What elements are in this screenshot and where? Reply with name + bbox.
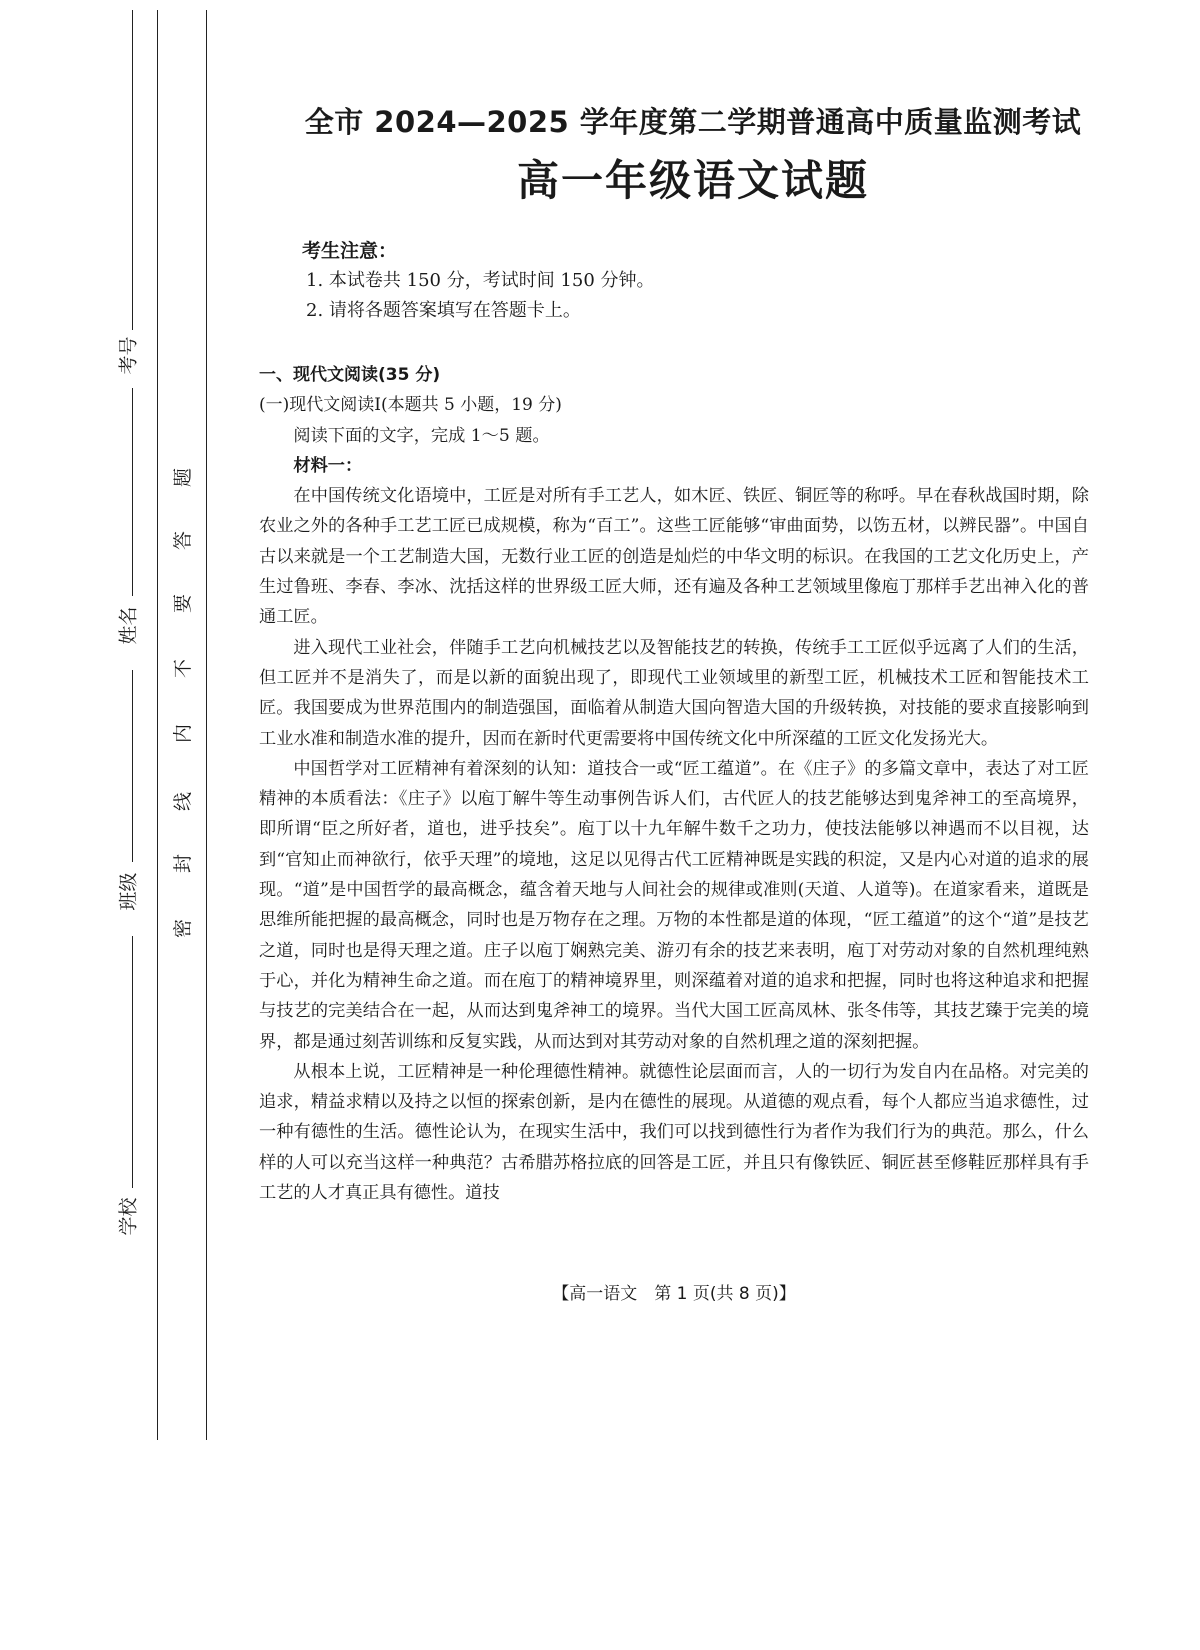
- seal-char: 答: [172, 530, 195, 551]
- class-line: [132, 670, 133, 862]
- exam-number-label: 考号: [117, 336, 140, 375]
- notice-item: 1. 本试卷共 150 分，考试时间 150 分钟。: [306, 270, 655, 291]
- notice-item: 2. 请将各题答案填写在答题卡上。: [306, 300, 581, 321]
- binding-margin: [0, 0, 210, 1650]
- reading-section: [259, 360, 1089, 1208]
- exam-number-line: [132, 10, 133, 330]
- name-line: [132, 388, 133, 596]
- exam-title: 全市 2024—2025 学年度第二学期普通高中质量监测考试: [304, 105, 1082, 139]
- candidate-notice: [302, 236, 655, 326]
- instruction-text: 阅读下面的文字，完成 1～5 题。: [293, 425, 550, 446]
- notice-heading: 考生注意：: [302, 240, 398, 262]
- paper-title: 高一年级语文试题: [516, 156, 869, 205]
- subsection-heading: (一)现代文阅读Ⅰ(本题共 5 小题，19 分): [259, 395, 562, 416]
- material-label: 材料一：: [293, 455, 363, 476]
- seal-char: 封: [172, 853, 195, 874]
- seal-char: 题: [172, 467, 195, 488]
- page-footer: 【高一语文 第 1 页(共 8 页)】: [552, 1284, 796, 1304]
- section-heading: 一、现代文阅读(35 分): [259, 365, 441, 385]
- binding-line: [206, 10, 207, 1440]
- seal-char: 不: [172, 658, 195, 679]
- class-label: 班级: [117, 872, 140, 911]
- school-line: [132, 936, 133, 1188]
- paragraph: 在中国传统文化语境中，工匠是对所有手工艺人，如木匠、铁匠、铜匠等的称呼。早在春秋战国时期，除农业之外的各种手工艺工匠已成规模，称为“百工”。这些工匠能够“审曲面势，以饬五材，以辨民器”。中国自古以来就是一个工艺制造大国，无数行业工匠的创造是灿烂的中华文明的标识。在我国的工艺文化历史上，产生过鲁班、李春、李冰、沈括这样的世界级工匠大师，还有遍及各种工艺领域里像庖丁那样手艺出神入化的普通工匠。: [259, 486, 1089, 628]
- seal-char: 内: [172, 723, 195, 744]
- school-label: 学校: [117, 1197, 140, 1236]
- paragraph: 从根本上说，工匠精神是一种伦理德性精神。就德性论层面而言，人的一切行为发自内在品格。对完美的追求，精益求精以及持之以恒的探索创新，是内在德性的展现。从道德的观点看，每个人都应当追求德性，过一种有德性的生活。德性论认为，在现实生活中，我们可以找到德性行为者作为我们行为的典范。那么，什么样的人可以充当这样一种典范？古希腊苏格拉底的回答是工匠，并且只有像铁匠、铜匠甚至修鞋匠那样具有手工艺的人才真正具有德性。道技: [259, 1061, 1089, 1204]
- binding-line: [157, 10, 158, 1440]
- seal-char: 线: [172, 791, 195, 812]
- paragraph: 中国哲学对工匠精神有着深刻的认知：道技合一或“匠工蕴道”。在《庄子》的多篇文章中，表达了对工匠精神的本质看法：《庄子》以庖丁解牛等生动事例告诉人们，古代匠人的技艺能够达到鬼斧神工的至高境界，即所谓“臣之所好者，道也，进乎技矣”。庖丁以十九年解牛数千之功力，使技法能够以神遇而不以目视，达到“官知止而神欲行，依乎天理”的境地，这足以见得古代工匠精神既是实践的积淀，又是内心对道的追求的展现。“道”是中国哲学的最高概念，蕴含着天地与人间社会的规律或准则(天道、人道等)。在道家看来，道既是思维所能把握的最高概念，同时也是万物存在之理。万物的本性都是道的体现，“匠工蕴道”的这个“道”是技艺之道，同时也是得天理之道。庄子以庖丁娴熟完美、游刃有余的技艺来表明，庖丁对劳动对象的自然机理纯熟于心，并化为精神生命之道。而在庖丁的精神境界里，则深蕴着对道的追求和把握，同时也将这种追求和把握与技艺的完美结合在一起，从而达到鬼斧神工的境界。当代大国工匠高凤林、张冬伟等，其技艺臻于完美的境界，都是通过刻苦训练和反复实践，从而达到对其劳动对象的自然机理之道的深刻把握。: [259, 758, 1089, 1052]
- seal-char: 密: [172, 918, 195, 939]
- name-label: 姓名: [117, 606, 140, 645]
- paragraph: 进入现代工业社会，伴随手工艺向机械技艺以及智能技艺的转换，传统手工工匠似乎远离了人们的生活，但工匠并不是消失了，而是以新的面貌出现了，即现代工业领域里的新型工匠，机械技术工匠和智能技术工匠。我国要成为世界范围内的制造强国，面临着从制造大国向智造大国的升级转换，对技能的要求直接影响到工业水准和制造水准的提升，因而在新时代更需要将中国传统文化中所深蕴的工匠文化发扬光大。: [259, 637, 1089, 749]
- seal-char: 要: [172, 593, 195, 614]
